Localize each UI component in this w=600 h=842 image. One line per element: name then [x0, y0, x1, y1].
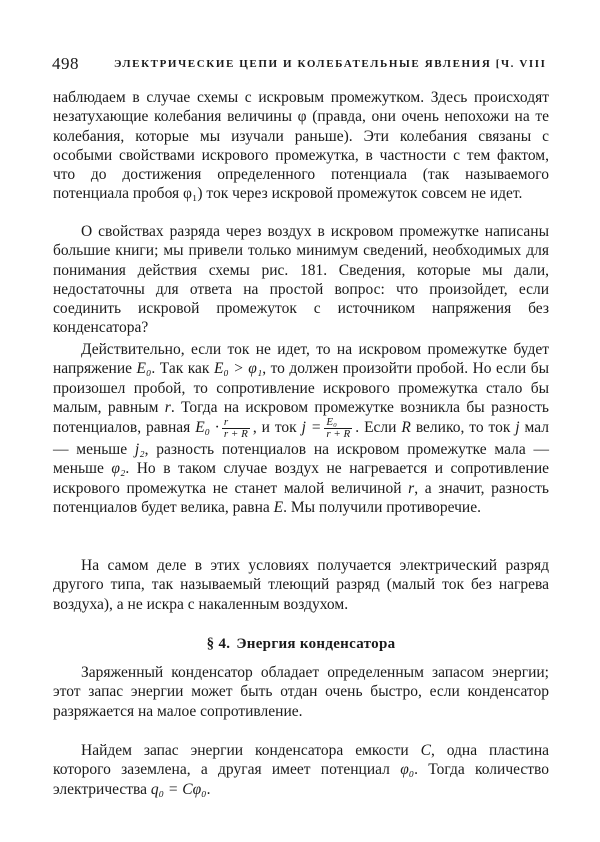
paragraph-4 [53, 556, 549, 614]
math-j2: j₂ [134, 441, 145, 459]
paragraph-5-text: Заряженный конденсатор обладает определенным запасом энергии; этот запас энергии может быть отдан очень быстро, если конденсатор разряжается на малое сопротивление. [53, 664, 549, 720]
paragraph-3-text-c: , то должен произойти пробой. Но если бы произошел пробой, то сопротивление искрового промежутка стало бы малым, равным [53, 360, 550, 416]
paragraph-5 [53, 663, 549, 721]
paragraph-3-text-f: . Если [355, 419, 397, 437]
paragraph-6-text-c: . Тогда количество электричества [53, 761, 549, 798]
fraction-E0-over-r-plus-R [324, 417, 352, 440]
paragraph-3-text-l: . Мы получили противоречие. [283, 499, 481, 517]
fraction-r-over-r-plus-R [222, 417, 250, 440]
paragraph-2-text: О свойствах разряда через воздух в искровом промежутке написаны большие книги; мы привели только минимум сведений, необходимых для понимания действия схемы рис. 181. Сведения, которые мы дали, недостаточны для ответа на простой вопрос: что произойдет, если соединить искровой промежуток с источником напряжения без конденсатора? [53, 223, 549, 337]
math-j: j [515, 419, 520, 437]
math-r: r [164, 398, 171, 416]
page-number: 498 [52, 54, 79, 73]
paragraph-4-text: На самом деле в этих условиях получается электрический разряд другого типа, так называемый тлеющий разряд (малый ток без нагрева воздуха), а не искра с накаленным воздухом. [53, 557, 549, 613]
paragraph-3-text-a: Действительно, если ток не идет, то на искровом промежутке будет напряжение [53, 341, 549, 378]
paragraph-3-text-k: , а значит, разность потенциалов будет велика, равна [53, 479, 549, 517]
fraction-1-denominator: r + R [223, 428, 248, 441]
running-head: ЭЛЕКТРИЧЕСКИЕ ЦЕПИ И КОЛЕБАТЕЛЬНЫЕ ЯВЛЕНИЯ [Ч. VIII [114, 58, 547, 70]
math-r-2: r [408, 479, 415, 497]
paragraph-2 [53, 222, 549, 338]
math-q0-eq: q₀ = Cφ₀ [150, 780, 207, 798]
math-E0-dot: E₀ · [195, 419, 219, 437]
paragraph-3-text-b: . Так как [151, 360, 210, 378]
math-j-eq: j = [301, 419, 322, 437]
paragraph-3-text-g: велико, то ток [415, 419, 511, 437]
fraction-2-numerator: E₀ [324, 417, 352, 429]
paragraph-3 [53, 340, 549, 517]
math-R: R [401, 419, 411, 437]
paragraph-3-text-e: , и ток [252, 419, 297, 437]
fraction-1-numerator: r [222, 417, 250, 429]
paragraph-1: наблюдаем в случае схемы с искровым промежутком. Здесь происходят незатухающие колебания величины φ (правда, они очень непохожи на те колебания, которые мы изучали раньше). Эти колебания связаны с особыми свойствами искрового промежутка, в частности с тем фактом, что до достижения определенного потенциала (так называемого потенциала пробоя φ₁) ток через искровой промежуток совсем не идет. [53, 89, 549, 203]
paragraph-6: Найдем запас энергии конденсатора емкости C, одна пластина которого заземлена, а другая имеет потенциал φ₀. Тогда количество электричества q₀ = Cφ₀. [53, 742, 549, 798]
paragraph-3-text-i: , разность потенциалов на искровом промежутке мала — меньше [53, 441, 549, 478]
fraction-2-denominator: r + R [326, 428, 351, 441]
paragraph-3-text-h: мал — меньше [53, 419, 550, 459]
paragraph-3-text-j: . Но в таком случае воздух не нагревается и сопротивление искрового промежутка не станет малой величиной [53, 460, 550, 497]
section-title: Энергия конденсатора [236, 636, 396, 652]
section-symbol: § 4. [206, 636, 231, 652]
section-heading [53, 636, 549, 653]
math-E0-gt-phi1: E₀ > φ₁ [213, 360, 263, 378]
math-C: C [420, 742, 431, 759]
math-phi2: φ₂ [111, 460, 126, 478]
paragraph-3-text-d: . Тогда на искровом промежутке возникла бы разность потенциалов, равная [53, 398, 549, 437]
page-header [52, 54, 552, 74]
paragraph-6-text-a: Найдем запас энергии конденсатора емкости [81, 742, 409, 759]
math-E0: E₀ [136, 360, 152, 378]
paragraph-6-text-b: , одна пластина которого заземлена, а другая имеет потенциал [53, 742, 549, 779]
math-E: E [273, 499, 284, 517]
math-phi0: φ₀ [400, 761, 415, 779]
